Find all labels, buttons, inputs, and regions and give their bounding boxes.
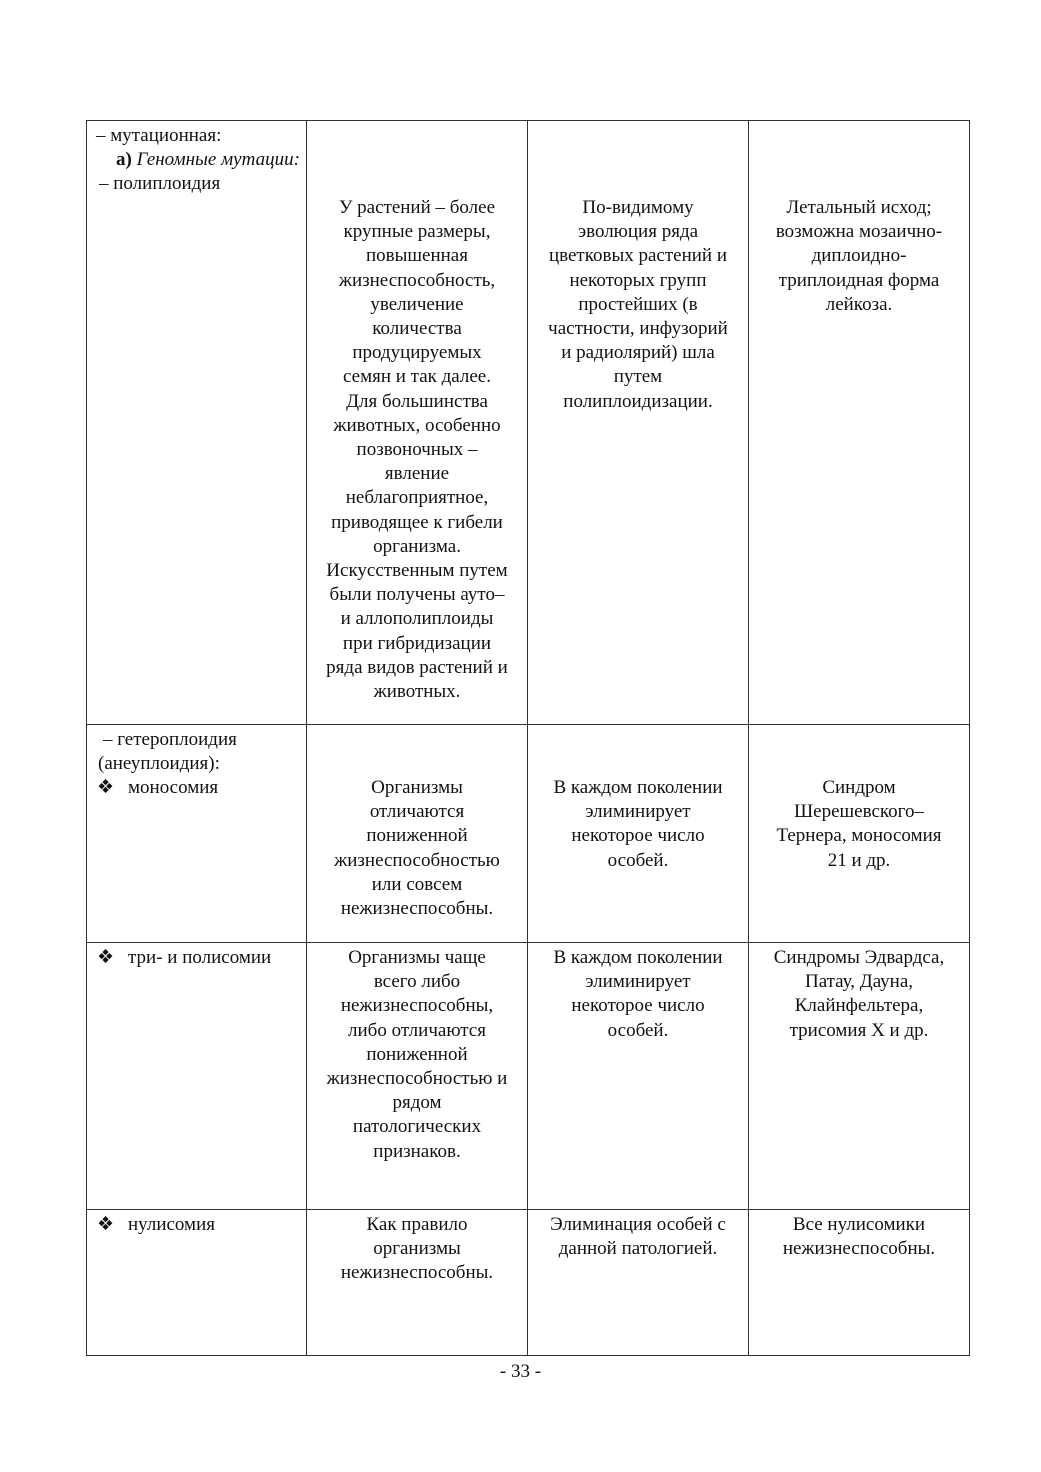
subcategory-letter: а) (116, 149, 132, 171)
mutation-category: – мутационная: (96, 125, 222, 146)
mutation-name (96, 1213, 306, 1237)
mutation-name (96, 776, 306, 800)
phenotype-text: У растений – более крупные размеры, повышенная жизнеспособность, увеличение количества продуцируемых семян и так далее. Для большинства животных, особенно позвоночных – явление неблагоприятное, приводящее к гибели организма. Искусственным путем были получены ауто– и аллополиплоиды при гибридизации ряда видов растений и животных. (326, 197, 508, 703)
table-row-monosomy (87, 725, 970, 943)
human-cell (749, 725, 970, 943)
mutation-type-cell (87, 1210, 307, 1356)
human-cell (749, 943, 970, 1210)
phenotype-cell (307, 121, 528, 725)
evolution-text: В каждом поколении элиминирует некоторое число особей. (553, 947, 723, 1041)
table-row-polysomy (87, 943, 970, 1210)
evolution-text: Элиминация особей с данной патологией. (550, 1214, 726, 1260)
mutation-type-cell (87, 121, 307, 725)
human-text: Синдром Шерешевского– Тернера, моносомия 21 и др. (776, 777, 942, 871)
phenotype-cell (307, 725, 528, 943)
genome-mutations-table (86, 120, 970, 1356)
human-text: Синдромы Эдвардса, Патау, Дауна, Клайнфельтера, трисомия Х и др. (773, 947, 945, 1041)
human-text: Все нулисомики нежизнеспособны. (782, 1214, 936, 1260)
table-row-nullisomy (87, 1210, 970, 1356)
evolution-cell (528, 943, 749, 1210)
human-cell (749, 121, 970, 725)
diamond-bullet-icon: ❖ (97, 1214, 115, 1235)
mutation-label: три- и полисомии (128, 947, 272, 968)
evolution-text: По-видимому эволюция ряда цветковых растений и некоторых групп простейших (в частности, инфузорий и радиолярий) шла путем полиплоидизации. (548, 197, 728, 412)
mutation-category: – гетероплоидия (анеуплоидия): (98, 729, 237, 775)
phenotype-text: Организмы отличаются пониженной жизнеспособностью или совсем нежизнеспособны. (334, 777, 500, 920)
evolution-cell (528, 725, 749, 943)
subcategory-heading (96, 148, 306, 172)
phenotype-text: Как правило организмы нежизнеспособны. (340, 1214, 494, 1284)
mutation-type-cell (87, 725, 307, 943)
mutation-label: моносомия (128, 777, 219, 799)
mutation-type-cell (87, 943, 307, 1210)
evolution-text: В каждом поколении элиминирует некоторое число особей. (553, 777, 723, 871)
table-row-polyploidy (87, 121, 970, 725)
evolution-cell (528, 121, 749, 725)
mutation-name: – полиплоидия (99, 173, 221, 195)
human-cell (749, 1210, 970, 1356)
mutation-name (96, 946, 306, 970)
evolution-cell (528, 1210, 749, 1356)
phenotype-text: Организмы чаще всего либо нежизнеспособны, либо отличаются пониженной жизнеспособностью и рядом патологических признаков. (326, 947, 508, 1162)
mutation-label: нулисомия (128, 1214, 215, 1235)
phenotype-cell (307, 943, 528, 1210)
phenotype-cell (307, 1210, 528, 1356)
human-text: Летальный исход; возможна мозаично- диплоидно- триплоидная форма лейкоза. (775, 197, 943, 315)
diamond-bullet-icon: ❖ (97, 777, 115, 799)
page-number: - 33 - (499, 1361, 542, 1382)
diamond-bullet-icon: ❖ (97, 947, 115, 968)
subcategory-title: Геномные мутации: (136, 149, 300, 171)
